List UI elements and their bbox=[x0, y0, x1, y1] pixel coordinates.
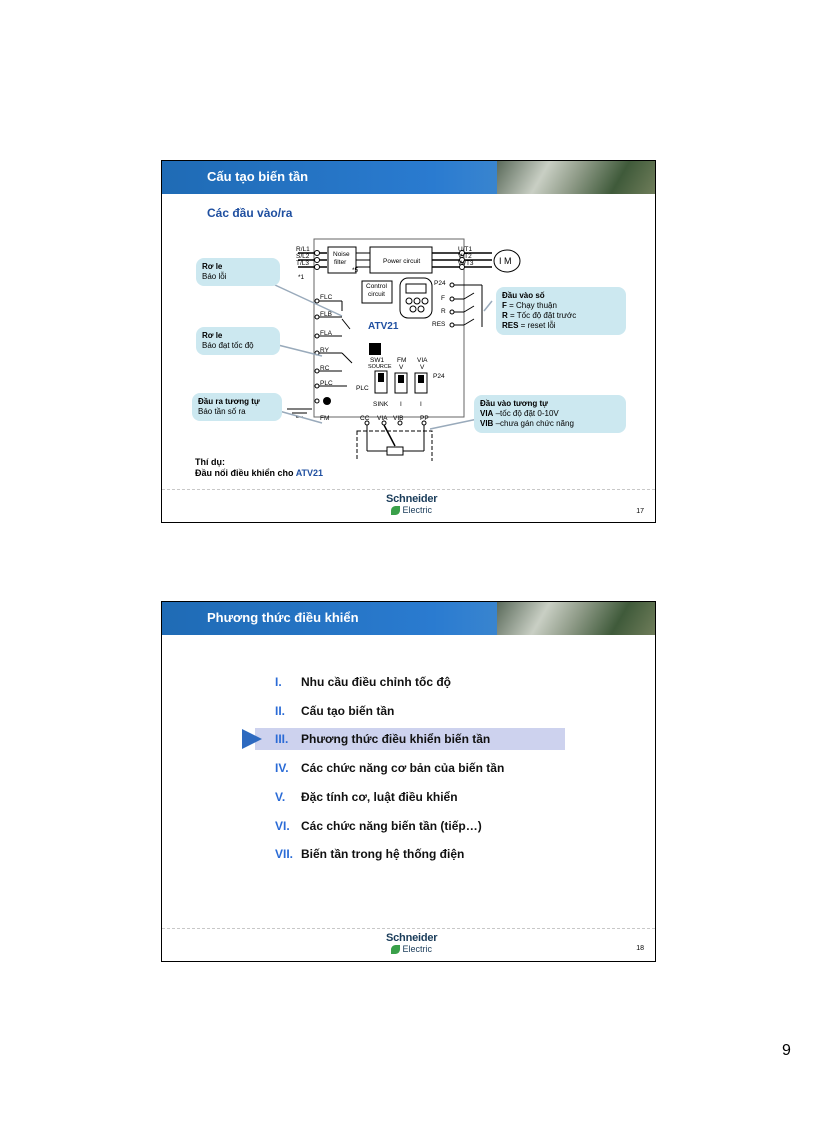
agenda-item-6[interactable] bbox=[255, 815, 565, 837]
agenda-item-7[interactable] bbox=[255, 843, 565, 865]
key-f: F bbox=[502, 301, 507, 310]
term-fm: FM bbox=[320, 415, 330, 422]
fm-switch-v: V bbox=[399, 364, 404, 371]
via-switch-label: VIA bbox=[417, 357, 428, 364]
term-u: U/T1 bbox=[458, 246, 473, 253]
term-r-input: R bbox=[441, 308, 446, 315]
term-v: V/T2 bbox=[458, 253, 472, 260]
val-f: = Chạy thuận bbox=[506, 301, 557, 310]
agenda-num: VII. bbox=[275, 847, 294, 861]
agenda-num: VI. bbox=[275, 819, 290, 833]
footer-divider bbox=[162, 928, 655, 929]
callout-speed-relay bbox=[196, 327, 280, 355]
term-vib: VIB bbox=[393, 415, 404, 422]
agenda-text: Biến tần trong hệ thống điện bbox=[301, 847, 465, 861]
callout-title: Đầu ra tương tự bbox=[198, 397, 260, 406]
schneider-logo bbox=[386, 493, 437, 515]
agenda-item-1[interactable] bbox=[255, 671, 565, 693]
logo-text-2: Electric bbox=[402, 944, 432, 954]
term-via: VIA bbox=[377, 415, 388, 422]
leaf-icon bbox=[391, 506, 400, 515]
callout-analog-inputs bbox=[474, 395, 626, 433]
val-via: –tốc độ đặt 0-10V bbox=[493, 409, 559, 418]
fm-switch-label: FM bbox=[397, 357, 407, 364]
logo-text-2: Electric bbox=[402, 505, 432, 515]
agenda-num: I. bbox=[275, 675, 282, 689]
control-label-2: circuit bbox=[368, 291, 385, 298]
example-atv: ATV21 bbox=[295, 468, 324, 478]
noise-label: Noise bbox=[333, 251, 350, 258]
example-note bbox=[195, 457, 323, 479]
current-item-arrow-icon bbox=[242, 729, 262, 749]
term-plc: PLC bbox=[320, 380, 333, 387]
agenda-item-5[interactable] bbox=[255, 786, 565, 808]
header-photo bbox=[497, 602, 655, 635]
agenda-num: III. bbox=[275, 732, 289, 746]
callout-title: Đầu vào tương tự bbox=[480, 399, 548, 408]
logo-text-1: Schneider bbox=[386, 932, 438, 944]
slide-subtitle: Các đầu vào/ra bbox=[207, 206, 293, 220]
plc-switch-label: PLC bbox=[356, 385, 369, 392]
sw1-label: SW1 bbox=[370, 357, 385, 364]
callout-title: Rơ le bbox=[202, 262, 223, 271]
power-circuit-label: Power circuit bbox=[383, 258, 421, 265]
term-p24-2: P24 bbox=[433, 373, 445, 380]
callout-text: Báo lỗi bbox=[202, 272, 227, 281]
filter-label: filter bbox=[334, 259, 347, 266]
note-5: *5 bbox=[352, 267, 359, 274]
footer-divider bbox=[162, 489, 655, 490]
term-rc: RC bbox=[320, 365, 330, 372]
agenda-text: Nhu cầu điều chỉnh tốc độ bbox=[301, 675, 451, 689]
agenda-text: Cấu tạo biến tần bbox=[301, 704, 395, 718]
agenda-item-3-active[interactable] bbox=[255, 728, 565, 750]
term-s: S/L2 bbox=[296, 253, 310, 260]
slide-page-number: 18 bbox=[636, 945, 644, 952]
leaf-icon bbox=[391, 945, 400, 954]
val-vib: –chưa gán chức năng bbox=[493, 419, 574, 428]
agenda-num: II. bbox=[275, 704, 286, 718]
callout-digital-inputs bbox=[496, 287, 626, 335]
term-p24: P24 bbox=[434, 280, 446, 287]
page-number: 9 bbox=[782, 1042, 791, 1059]
slide-page-number: 17 bbox=[636, 508, 644, 515]
agenda-text: Phương thức điều khiển biến tần bbox=[301, 732, 491, 746]
slide-header bbox=[162, 602, 655, 635]
agenda-num: V. bbox=[275, 790, 286, 804]
term-f: F bbox=[441, 295, 445, 302]
callout-analog-output bbox=[192, 393, 282, 421]
term-fla: FLA bbox=[320, 330, 332, 337]
example-line-1: Thí dụ: bbox=[195, 457, 225, 467]
term-ry: RY bbox=[320, 347, 329, 354]
val-res: = reset lỗi bbox=[518, 321, 556, 330]
callout-text: Báo tần số ra bbox=[198, 407, 246, 416]
fm-i-label: I bbox=[400, 401, 402, 408]
example-line-2: Đầu nối điều khiển cho bbox=[195, 468, 296, 478]
source-label: SOURCE bbox=[368, 364, 392, 370]
key-res: RES bbox=[502, 321, 519, 330]
key-vib: VIB bbox=[480, 419, 494, 428]
slide-17 bbox=[161, 160, 656, 523]
key-r: R bbox=[502, 311, 508, 320]
schneider-logo bbox=[386, 932, 437, 954]
agenda-text: Đặc tính cơ, luật điều khiển bbox=[301, 790, 458, 804]
callout-title: Rơ le bbox=[202, 331, 223, 340]
term-cc: CC bbox=[360, 415, 370, 422]
term-w: W/T3 bbox=[458, 260, 474, 267]
agenda-item-4[interactable] bbox=[255, 757, 565, 779]
atv21-label: ATV21 bbox=[368, 321, 399, 332]
slide-title: Cấu tạo biến tần bbox=[207, 169, 309, 184]
term-flc: FLC bbox=[320, 294, 333, 301]
note-1: *1 bbox=[298, 274, 305, 281]
via-switch-v: V bbox=[420, 364, 425, 371]
agenda-text: Các chức năng biến tần (tiếp…) bbox=[301, 819, 482, 833]
key-via: VIA bbox=[480, 409, 494, 418]
term-res: RES bbox=[432, 321, 446, 328]
via-i-label: I bbox=[420, 401, 422, 408]
sink-label: SINK bbox=[373, 401, 389, 408]
callout-title: Đầu vào số bbox=[502, 291, 545, 300]
val-r: = Tốc độ đặt trước bbox=[507, 311, 577, 320]
term-t: T/L3 bbox=[296, 260, 310, 267]
logo-text-1: Schneider bbox=[386, 493, 438, 505]
slide-title: Phương thức điều khiển bbox=[207, 610, 359, 625]
agenda-item-2[interactable] bbox=[255, 700, 565, 722]
control-label-1: Control bbox=[366, 283, 387, 290]
agenda-num: IV. bbox=[275, 761, 289, 775]
motor-label: I M bbox=[499, 256, 512, 266]
term-r: R/L1 bbox=[296, 246, 310, 253]
term-flb: FLB bbox=[320, 311, 332, 318]
callout-text: Báo đạt tốc độ bbox=[202, 341, 254, 350]
term-pp: PP bbox=[420, 415, 429, 422]
agenda-text: Các chức năng cơ bản của biến tần bbox=[301, 761, 505, 775]
slide-18 bbox=[161, 601, 656, 962]
callout-fault-relay bbox=[196, 258, 280, 286]
